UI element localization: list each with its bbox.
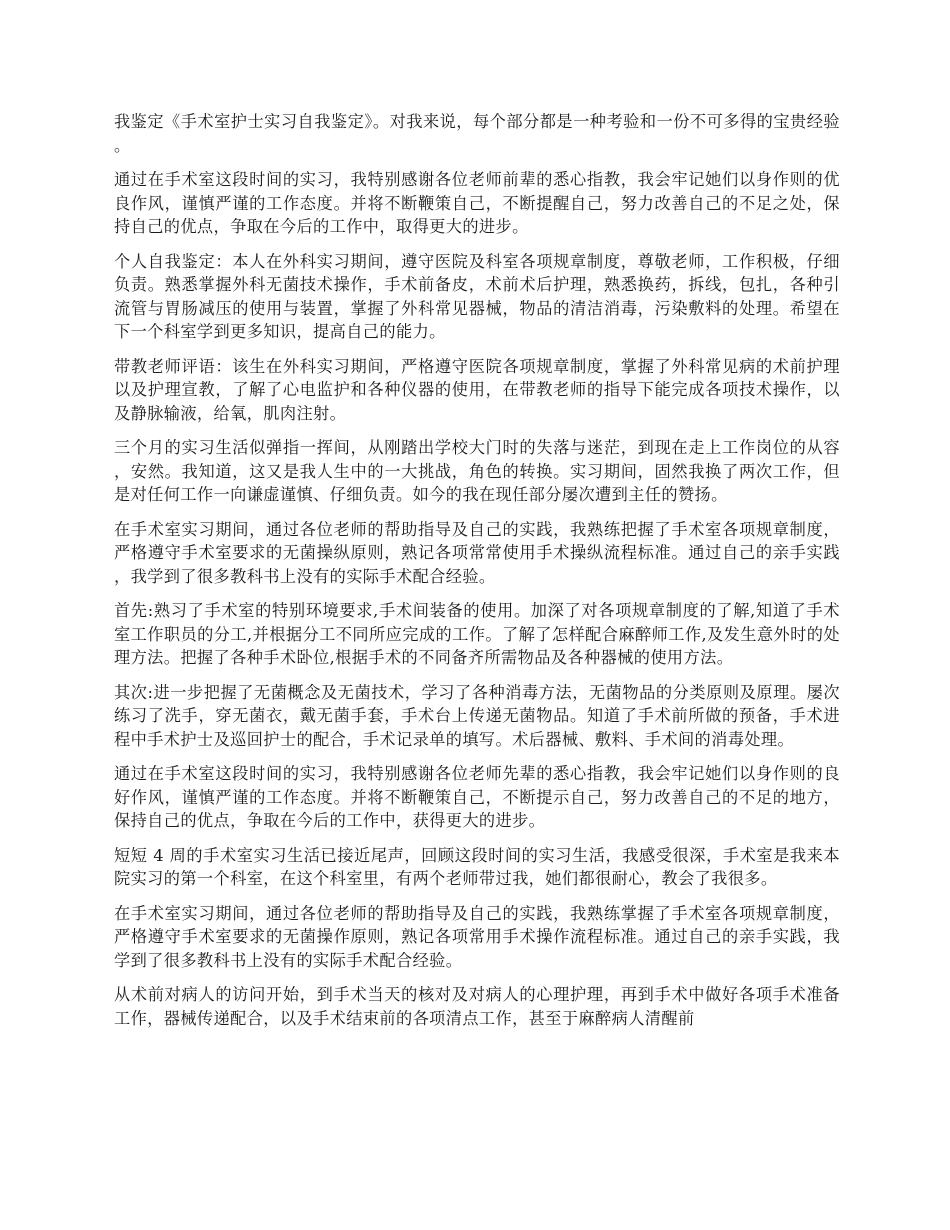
paragraph: 通过在手术室这段时间的实习，我特别感谢各位老师前辈的悉心指教，我会牢记她们以身作则的优良作风，谨慎严谨的工作态度。并将不断鞭策自己，不断提醒自己，努力改善自己的不足之处，保持自己的优点，争取在今后的工作中，取得更大的进步。	[114, 170, 840, 236]
document-body	[114, 110, 840, 1041]
paragraph: 在手术室实习期间，通过各位老师的帮助指导及自己的实践，我熟练把握了手术室各项规章制度，严格遵守手术室要求的无菌操纵原则，熟记各项常常使用手术操纵流程标准。通过自己的亲手实践，我学到了很多教科书上没有的实际手术配合经验。	[114, 519, 840, 586]
paragraph: 短短 4 周的手术室实习生活已接近尾声，回顾这段时间的实习生活，我感受很深，手术室是我来本院实习的第一个科室，在这个科室里，有两个老师带过我，她们都很耐心，教会了我很多。	[114, 845, 840, 888]
paragraph: 我鉴定《手术室护士实习自我鉴定》。对我来说，每个部分都是一种考验和一份不可多得的宝贵经验。	[114, 112, 840, 155]
paragraph: 在手术室实习期间，通过各位老师的帮助指导及自己的实践，我熟练掌握了手术室各项规章制度，严格遵守手术室要求的无菌操作原则，熟记各项常用手术操作流程标准。通过自己的亲手实践，我学到了很多教科书上没有的实际手术配合经验。	[114, 903, 840, 970]
paragraph: 从术前对病人的访问开始，到手术当天的核对及对病人的心理护理，再到手术中做好各项手术准备工作，器械传递配合，以及手术结束前的各项清点工作，甚至于麻醉病人清醒前	[114, 985, 840, 1028]
paragraph: 首先:熟习了手术室的特别环境要求,手术间装备的使用。加深了对各项规章制度的了解,知道了手术室工作职员的分工,并根据分工不同所应完成的工作。了解了怎样配合麻醉师工作,及发生意外时的处理方法。把握了各种手术卧位,根据手术的不同备齐所需物品及各种器械的使用方法。	[114, 601, 840, 667]
paragraph: 通过在手术室这段时间的实习，我特别感谢各位老师先辈的悉心指教，我会牢记她们以身作则的良好作风，谨慎严谨的工作态度。并将不断鞭策自己，不断提示自己，努力改善自己的不足的地方，保持自己的优点，争取在今后的工作中，获得更大的进步。	[114, 764, 840, 830]
paragraph: 其次:进一步把握了无菌概念及无菌技术，学习了各种消毒方法，无菌物品的分类原则及原理。屡次练习了洗手，穿无菌衣，戴无菌手套，手术台上传递无菌物品。知道了手术前所做的预备，手术进程中手术护士及巡回护士的配合，手术记录单的填写。术后器械、敷料、手术间的消毒处理。	[114, 682, 840, 749]
paragraph: 三个月的实习生活似弹指一挥间，从刚踏出学校大门时的失落与迷茫，到现在走上工作岗位的从容，安然。我知道，这又是我人生中的一大挑战，角色的转换。实习期间，固然我换了两次工作，但是对任何工作一向谦虚谨慎、仔细负责。如今的我在现任部分屡次遭到主任的赞扬。	[114, 438, 840, 504]
paragraph: 带教老师评语：该生在外科实习期间，严格遵守医院各项规章制度，掌握了外科常见病的术前护理以及护理宣教，了解了心电监护和各种仪器的使用，在带教老师的指导下能完成各项技术操作，以及静脉输液，给氧，肌肉注射。	[114, 356, 840, 423]
paragraph: 个人自我鉴定：本人在外科实习期间，遵守医院及科室各项规章制度，尊敬老师，工作积极，仔细负责。熟悉掌握外科无菌技术操作，手术前备皮，术前术后护理，熟悉换药，拆线，包扎，各种引流管与胃肠减压的使用与装置，掌握了外科常见器械，物品的清洁消毒，污染敷料的处理。希望在下一个科室学到更多知识，提高自己的能力。	[114, 251, 840, 341]
